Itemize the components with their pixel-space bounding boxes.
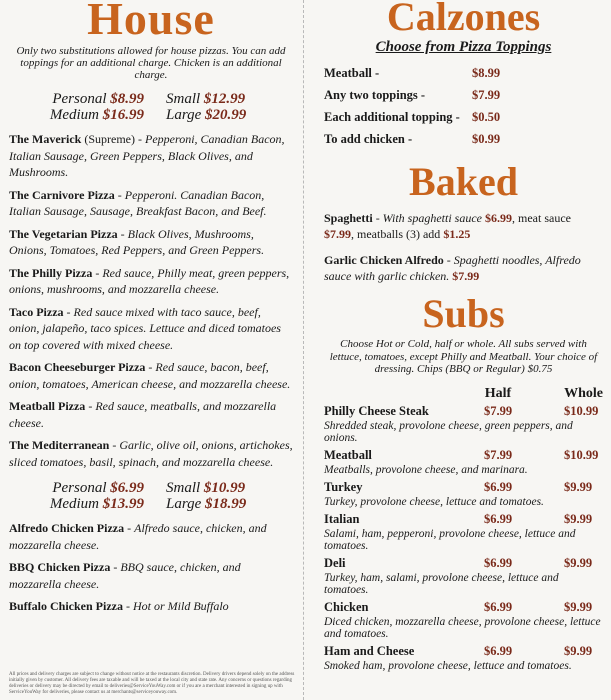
baked-spaghetti: Spaghetti - With spaghetti sauce $6.99, meat sauce $7.99, meatballs (3) add $1.25 — [324, 211, 571, 241]
menu-item: Taco Pizza - Red sauce mixed with taco sauce, beef, onion, jalapeño, taco spices. Lettuce and diced tomatoes on top covered with mixed cheese. — [9, 304, 281, 352]
house-items-2 — [9, 520, 293, 615]
menu-item: Buffalo Chicken Pizza - Hot or Mild Buffalo — [9, 599, 229, 613]
sub-item: Turkey $6.99 $9.99 Turkey, provolone cheese, lettuce and tomatoes. — [324, 479, 593, 508]
house-title: House — [87, 0, 215, 44]
calzone-row: Meatball - $8.99 — [324, 65, 501, 80]
price-medium: Medium $16.99 — [49, 107, 144, 123]
price-small: Small $10.99 — [166, 480, 246, 496]
price-personal: Personal $6.99 — [52, 480, 144, 496]
subs-header — [324, 386, 603, 402]
price-personal: Personal $8.99 — [52, 91, 144, 107]
price-large: Large $20.99 — [166, 107, 247, 123]
house-prices-2 — [19, 480, 287, 512]
menu-item: The Philly Pizza - Red sauce, Philly meat, green peppers, onions, mushrooms, and mozzarella cheese. — [9, 265, 290, 296]
column-divider — [303, 0, 304, 700]
house-items-1 — [9, 131, 293, 470]
menu-item: Bacon Cheeseburger Pizza - Red sauce, bacon, beef, onion, tomatoes, American cheese, and mozzarella cheese. — [9, 360, 291, 391]
calzone-row: Any two toppings - $7.99 — [324, 87, 501, 102]
whole-header: Whole — [564, 385, 603, 401]
calzone-row: Each additional topping - $0.50 — [324, 109, 501, 124]
sub-item: Ham and Cheese $6.99 $9.99 Smoked ham, provolone cheese, lettuce and tomatoes. — [324, 643, 593, 672]
subs-note: Choose Hot or Cold, half or whole. All subs served with lettuce, tomatoes, except Philly and Meatball. Your choice of dressing. Chips (BBQ or Regular) $0.75 — [329, 338, 598, 375]
menu-item: The Maverick (Supreme) - Pepperoni, Canadian Bacon, Italian Sausage, Green Peppers, Black Olives, and Mushrooms. — [9, 132, 285, 179]
sub-item: Deli $6.99 $9.99 Turkey, ham, salami, provolone cheese, lettuce and tomatoes. — [324, 555, 593, 596]
baked-title: Baked — [409, 159, 518, 204]
price-medium: Medium $13.99 — [49, 496, 144, 512]
calzones-title: Calzones — [386, 0, 541, 39]
house-note: Only two substitutions allowed for house pizzas. You can add toppings for an additional charge. Chicken is an additional charge. — [16, 45, 286, 81]
menu-item: The Carnivore Pizza - Pepperoni. Canadian Bacon, Italian Sausage, Sausage, Breakfast Bacon, and Beef. — [9, 187, 267, 218]
sub-item: Philly Cheese Steak $7.99 $10.99 Shredded steak, provolone cheese, green peppers, and onions. — [324, 403, 599, 444]
sub-item: Chicken $6.99 $9.99 Diced chicken, mozzarella cheese, provolone cheese, lettuce and tomatoes. — [324, 599, 601, 640]
calzone-row: To add chicken - $0.99 — [324, 131, 501, 146]
menu-item: Meatball Pizza - Red sauce, meatballs, and mozzarella cheese. — [9, 399, 277, 430]
menu-item: The Mediterranean - Garlic, olive oil, onions, artichokes, sliced tomatoes, basil, spinach, and mozzarella cheese. — [9, 438, 293, 469]
fine-print: All prices and delivery charges are subject to change without notice at the restaurants discretion. Delivery drivers depend solely on the address initially given by customer. All delivery fees are taxable and will be taxed at the local city and state rate. Any concerns or questions regarding deliveries or delivery may be directed by email to deliveries@ServiceYouWay.com or if you are a merchant interested in signing up with ServiceYouWay for deliveries, please contact us at merchants@serviceyouway.com. — [9, 672, 295, 695]
sub-item: Italian $6.99 $9.99 Salami, ham, pepperoni, provolone cheese, lettuce and tomatoes. — [324, 511, 593, 552]
subs-section — [324, 291, 603, 672]
calzones-section — [324, 0, 603, 150]
right-column — [309, 0, 611, 676]
calzones-subtitle: Choose from Pizza Toppings — [375, 39, 552, 55]
menu-item: The Vegetarian Pizza - Black Olives, Mushrooms, Onions, Tomatoes, Red Peppers, and Green Peppers. — [9, 226, 265, 257]
house-section — [0, 0, 301, 621]
menu-item: BBQ Chicken Pizza - BBQ sauce, chicken, and mozzarella cheese. — [9, 560, 241, 591]
menu-item: Alfredo Chicken Pizza - Alfredo sauce, chicken, and mozzarella cheese. — [9, 521, 267, 552]
house-prices-1 — [19, 91, 287, 123]
subs-title: Subs — [422, 291, 505, 336]
price-small: Small $12.99 — [166, 91, 246, 107]
sub-item: Meatball $7.99 $10.99 Meatballs, provolone cheese, and marinara. — [324, 447, 599, 476]
price-large: Large $18.99 — [166, 496, 247, 512]
baked-section — [324, 159, 603, 284]
baked-alfredo: Garlic Chicken Alfredo - Spaghetti noodles, Alfredo sauce with garlic chicken. $7.99 — [324, 253, 581, 283]
half-header: Half — [484, 385, 512, 401]
